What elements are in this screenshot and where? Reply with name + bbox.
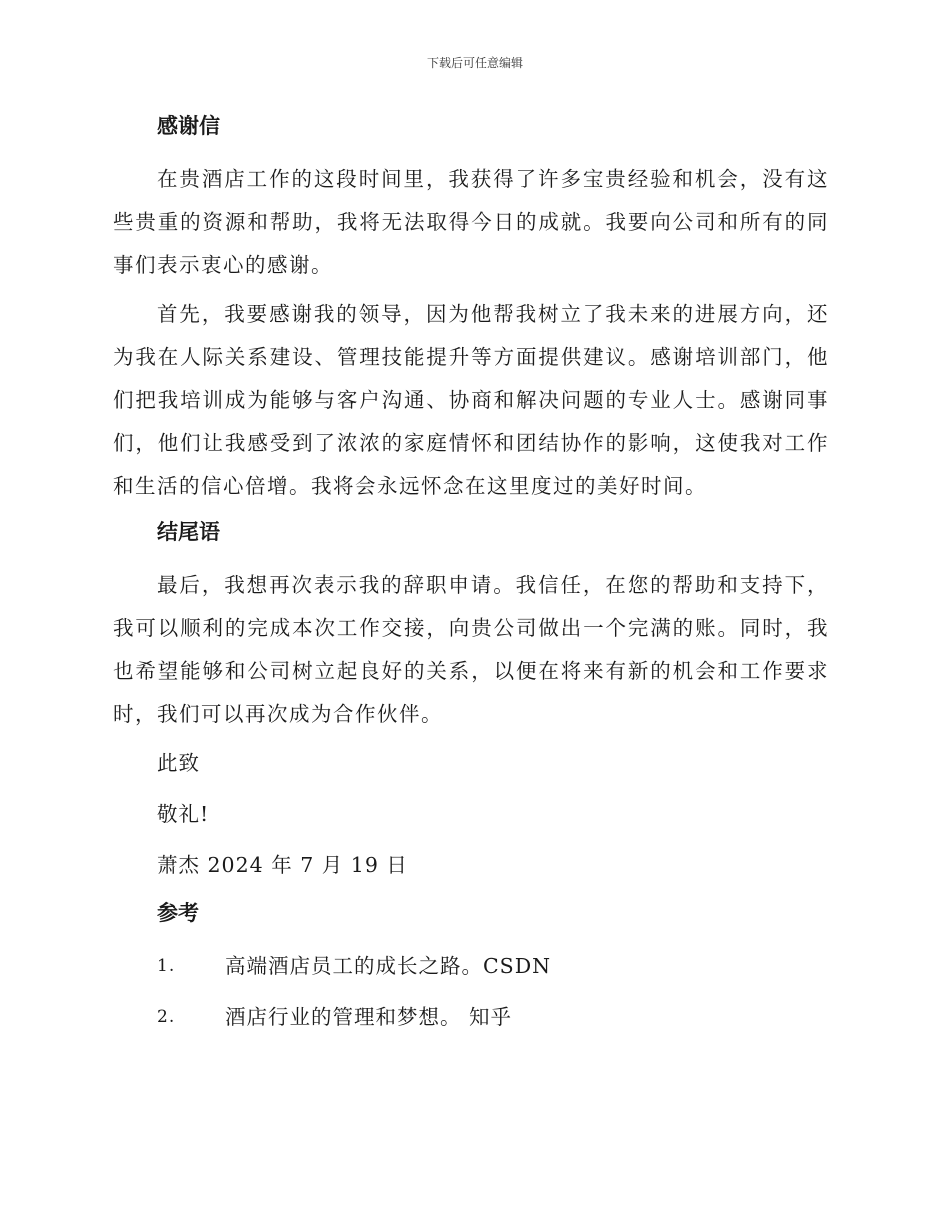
reference-text: 酒店行业的管理和梦想。 知乎 (225, 1005, 513, 1029)
salutation-line-2: 敬礼! (157, 802, 210, 826)
reference-number: 1. (157, 956, 176, 976)
closing-title: 结尾语 (157, 520, 220, 544)
reference-text: 高端酒店员工的成长之路。CSDN (225, 954, 552, 978)
signature-line: 萧杰 2024 年 7 月 19 日 (157, 853, 408, 877)
document-body (113, 108, 829, 1047)
reference-number: 2. (157, 1007, 176, 1027)
letter-title: 感谢信 (157, 114, 220, 138)
references-title: 参考 (157, 901, 199, 925)
reference-item (113, 945, 829, 988)
references-list (113, 945, 829, 1039)
paragraph-2: 首先，我要感谢我的领导，因为他帮我树立了我未来的进展方向，还为我在人际关系建设、管理技能提升等方面提供建议。感谢培训部门，他们把我培训成为能够与客户沟通、协商和解决问题的专业人士。感谢同事们，他们让我感受到了浓浓的家庭情怀和团结协作的影响，这使我对工作和生活的信心倍增。我将会永远怀念在这里度过的美好时间。 (113, 302, 829, 498)
closing-paragraph: 最后，我想再次表示我的辞职申请。我信任，在您的帮助和支持下，我可以顺利的完成本次工作交接，向贵公司做出一个完满的账。同时，我也希望能够和公司树立起良好的关系，以便在将来有新的机会和工作要求时，我们可以再次成为合作伙伴。 (113, 573, 829, 726)
salutation-line-1: 此致 (157, 751, 200, 775)
paragraph-1: 在贵酒店工作的这段时间里，我获得了许多宝贵经验和机会，没有这些贵重的资源和帮助，我将无法取得今日的成就。我要向公司和所有的同事们表示衷心的感谢。 (113, 167, 829, 277)
reference-item (113, 996, 829, 1039)
header-note: 下载后可任意编辑 (426, 56, 523, 70)
